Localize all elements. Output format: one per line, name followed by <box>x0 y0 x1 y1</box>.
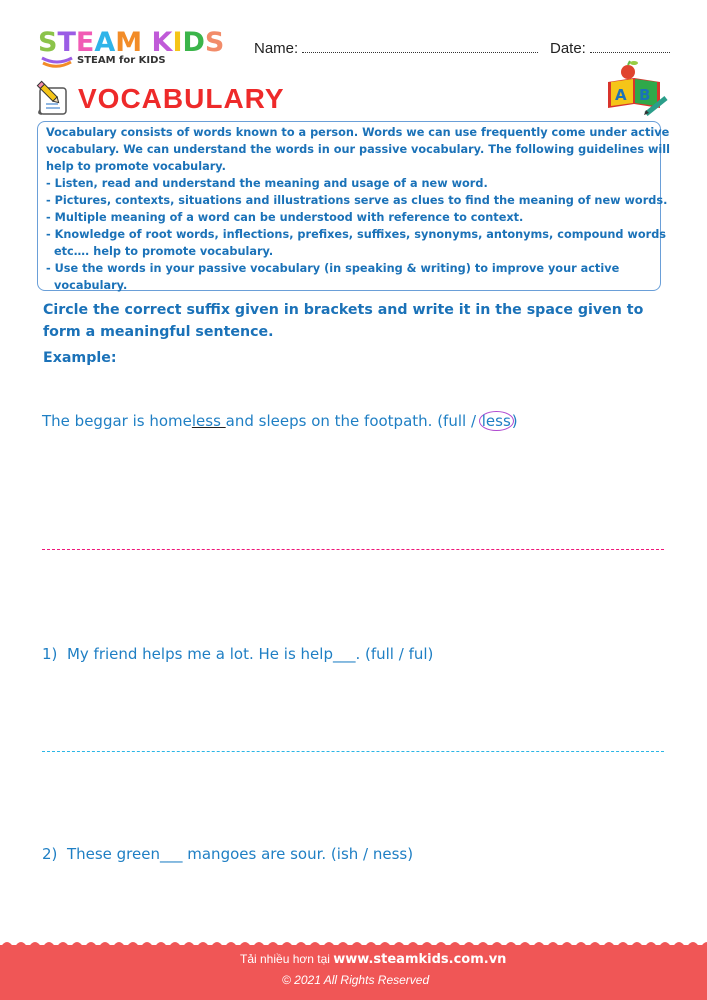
info-line: etc…. help to promote vocabulary. <box>54 245 274 258</box>
example-after: and sleeps on the footpath. (full / <box>225 412 481 430</box>
question-number: 2) <box>42 845 58 863</box>
info-line: - Listen, read and understand the meaning and usage of a new word. <box>46 177 488 190</box>
example-circled-option: less <box>479 411 514 431</box>
info-line: vocabulary. We can understand the words in our passive vocabulary. The following guidelines will <box>46 143 671 156</box>
scroll-pencil-icon <box>34 80 72 118</box>
example-label: Example: <box>43 350 117 366</box>
logo-letter: E <box>75 27 95 58</box>
logo-letter: T <box>57 27 76 58</box>
vocabulary-info-box <box>37 121 671 292</box>
question-text[interactable]: These green___ mangoes are sour. (ish / ness) <box>66 845 414 863</box>
example-answer: less <box>191 412 226 430</box>
abc-book-icon <box>600 60 670 116</box>
question-1 <box>42 645 433 663</box>
footer-prefix: Tải nhiều hơn tại <box>240 952 334 966</box>
example-sentence <box>42 412 518 430</box>
svg-text:A: A <box>615 86 627 104</box>
footer-copyright: © 2021 All Rights Reserved <box>282 973 430 987</box>
logo-letter: M <box>115 27 143 58</box>
question-2 <box>42 845 413 863</box>
logo-letter: I <box>172 27 183 58</box>
logo-swoosh-icon <box>40 56 74 68</box>
date-label: Date: <box>550 40 586 57</box>
example-close: ) <box>511 412 518 430</box>
logo-letter: S <box>204 27 225 58</box>
question-text[interactable]: My friend helps me a lot. He is help___. (full / ful) <box>66 645 434 663</box>
info-line: help to promote vocabulary. <box>46 160 226 173</box>
exercise-instruction: Circle the correct suffix given in brackets and write it in the space given to form a meaningful sentence. <box>43 302 644 340</box>
logo-letter: S <box>38 27 58 58</box>
info-line: Vocabulary consists of words known to a person. Words we can use frequently come under active <box>46 126 670 139</box>
footer-download-text <box>240 952 506 967</box>
date-field[interactable] <box>590 52 670 53</box>
name-label: Name: <box>254 40 299 57</box>
logo-subtitle: STEAM for KIDS <box>77 55 166 66</box>
info-line: - Multiple meaning of a word can be understood with reference to context. <box>46 211 524 224</box>
logo-letter: K <box>151 27 173 58</box>
logo-letter <box>142 28 151 58</box>
logo-title <box>38 28 224 58</box>
info-line: vocabulary. <box>54 279 128 292</box>
divider-pink <box>42 549 664 550</box>
name-field[interactable] <box>302 52 538 53</box>
info-line: - Knowledge of root words, inflections, prefixes, suffixes, synonyms, antonyms, compound words <box>46 228 667 241</box>
info-line: - Use the words in your passive vocabulary (in speaking & writing) to improve your active <box>46 262 620 275</box>
footer-url-link[interactable]: www.steamkids.com.vn <box>333 952 507 967</box>
logo-letter: A <box>94 27 116 58</box>
svg-text:B: B <box>639 86 651 104</box>
example-before: The beggar is home <box>42 412 192 430</box>
question-number: 1) <box>42 645 58 663</box>
logo-letter: D <box>182 27 205 58</box>
page-title: VOCABULARY <box>78 83 285 114</box>
info-line: - Pictures, contexts, situations and illustrations serve as clues to find the meaning of new words. <box>46 194 668 207</box>
divider-blue <box>42 751 664 752</box>
